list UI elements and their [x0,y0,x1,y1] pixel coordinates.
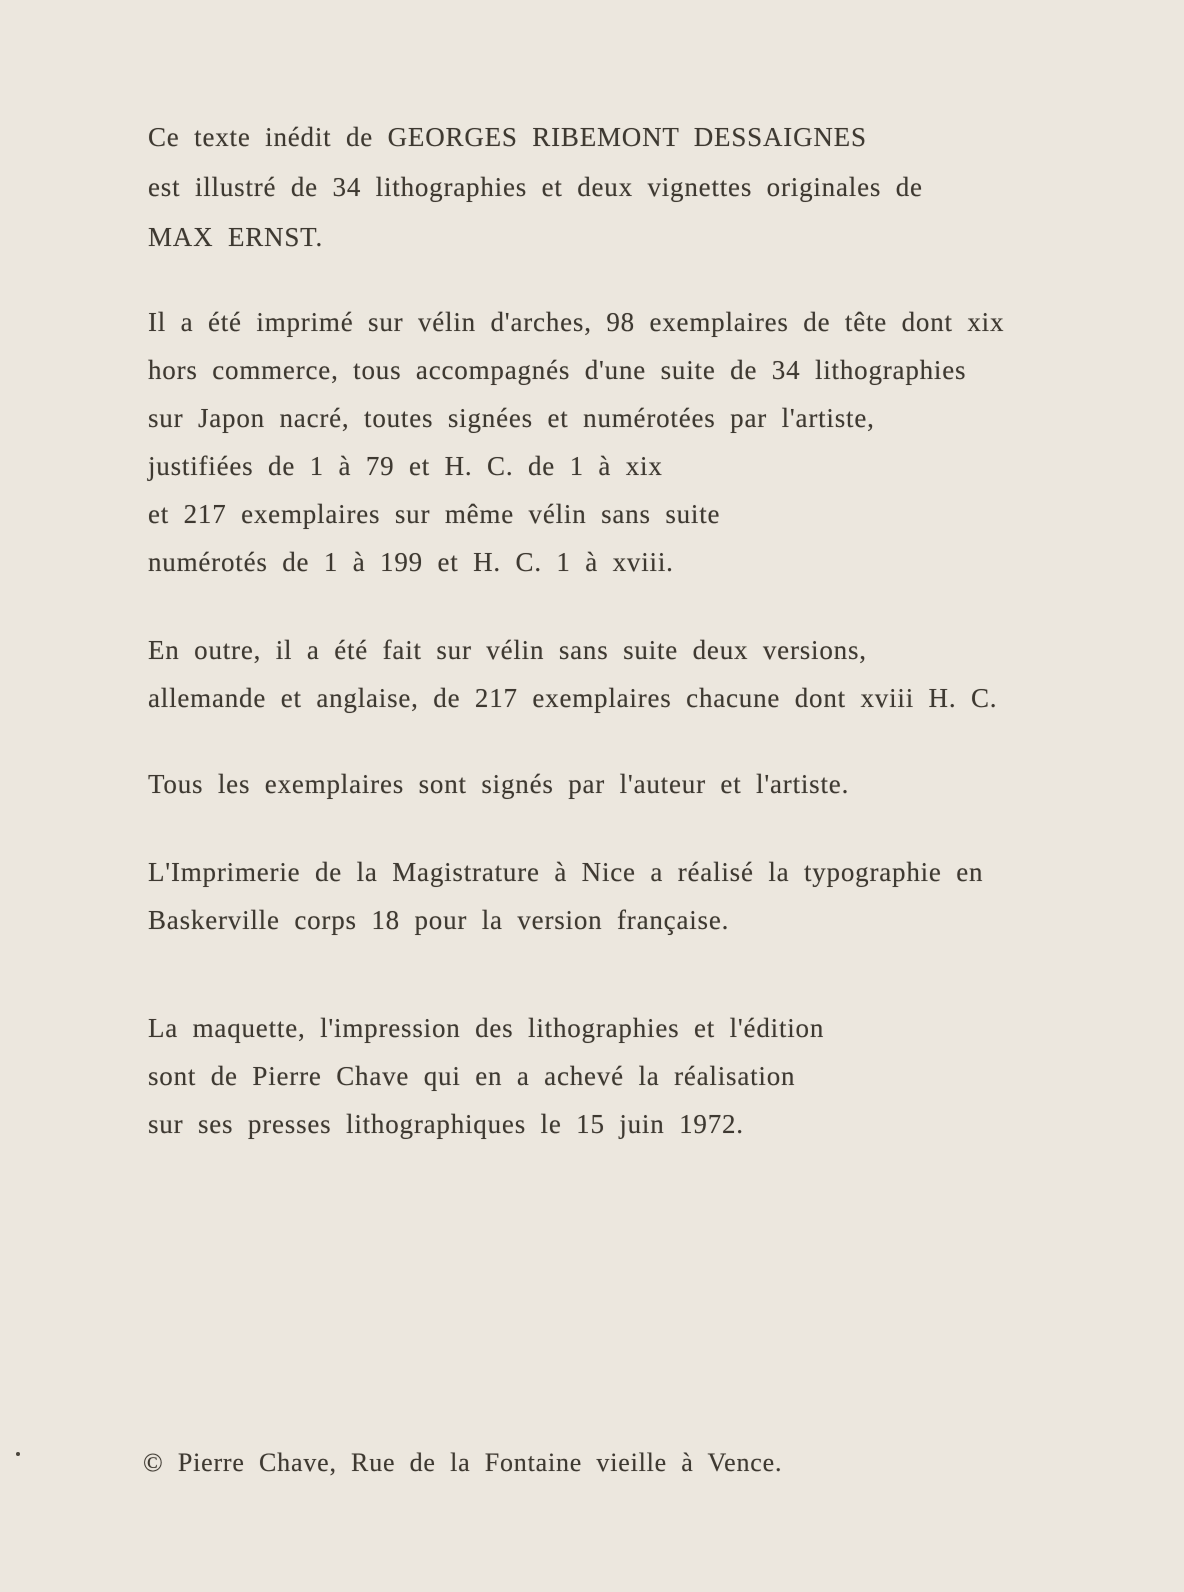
text-line: La maquette, l'impression des lithographies et l'édition [148,1013,825,1043]
text-line: justifiées de 1 à 79 et H. C. de 1 à xix [148,451,663,481]
text-line: Ce texte inédit de GEORGES RIBEMONT DESSAIGNES [148,122,867,152]
text-line: hors commerce, tous accompagnés d'une suite de 34 lithographies [148,355,967,385]
text-line: Tous les exemplaires sont signés par l'auteur et l'artiste. [148,769,850,799]
text-line: L'Imprimerie de la Magistrature à Nice a réalisé la typographie en [148,857,984,887]
copyright-line: © Pierre Chave, Rue de la Fontaine vieille à Vence. [143,1448,783,1477]
paragraph-typography [148,848,1098,944]
text-line: numérotés de 1 à 199 et H. C. 1 à xviii. [148,547,674,577]
text-line: Baskerville corps 18 pour la version française. [148,905,730,935]
text-line: En outre, il a été fait sur vélin sans suite deux versions, [148,635,867,665]
text-line: est illustré de 34 lithographies et deux vignettes originales de [148,172,923,202]
text-line: sont de Pierre Chave qui en a achevé la réalisation [148,1061,796,1091]
text-line: MAX ERNST. [148,222,324,252]
text-line: allemande et anglaise, de 217 exemplaires chacune dont xviii H. C. [148,683,998,713]
text-line: et 217 exemplaires sur même vélin sans suite [148,499,721,529]
paragraph-edition-intro [148,112,1098,262]
paragraph-print-details [148,298,1098,586]
text-line: sur ses presses lithographiques le 15 juin 1972. [148,1109,744,1139]
text-line: sur Japon nacré, toutes signées et numérotées par l'artiste, [148,403,875,433]
ink-speck [16,1452,20,1456]
colophon-text-block [148,0,1098,1148]
text-line: Il a été imprimé sur vélin d'arches, 98 exemplaires de tête dont xix [148,307,1005,337]
paragraph-signatures [148,760,1098,808]
paragraph-production [148,1004,1098,1148]
paragraph-other-versions [148,626,1098,722]
